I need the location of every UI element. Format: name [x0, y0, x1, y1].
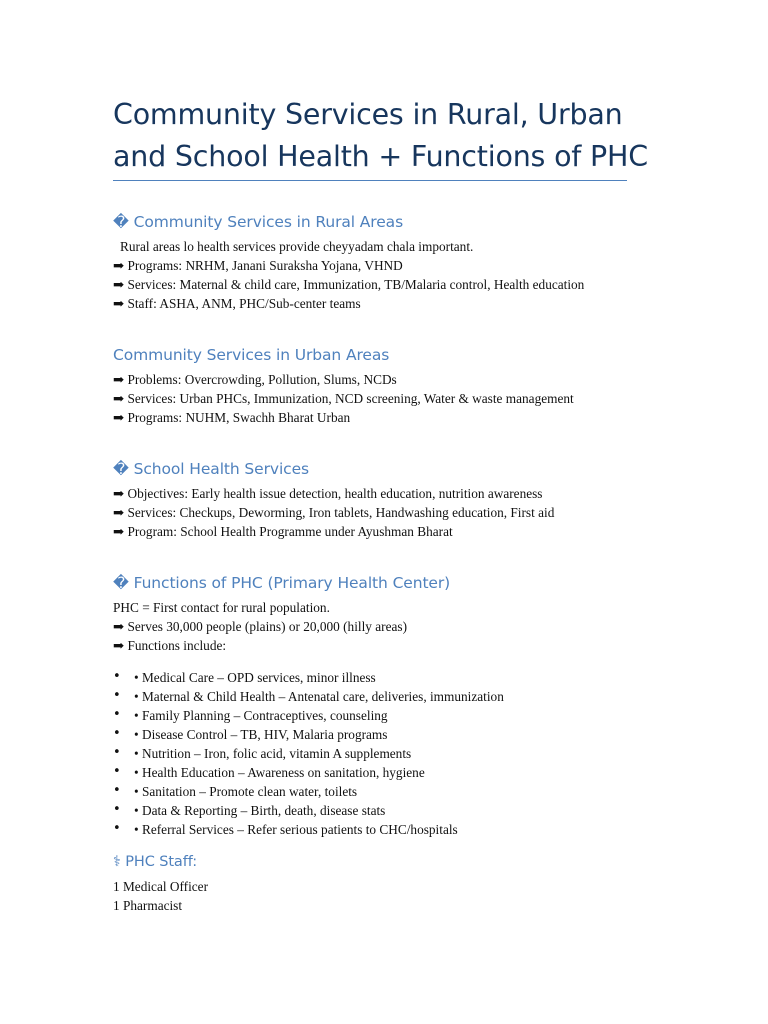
- heading-rural: � Community Services in Rural Areas: [113, 213, 404, 231]
- title-line-1: Community Services in Rural, Urban: [113, 98, 623, 131]
- urban-line: ➡ Services: Urban PHCs, Immunization, NCD screening, Water & waste management: [113, 391, 574, 406]
- school-line: ➡ Services: Checkups, Deworming, Iron tablets, Handwashing education, First aid: [113, 505, 555, 520]
- title-line-2: and School Health + Functions of PHC: [113, 140, 648, 173]
- bullet-icon: •: [113, 688, 121, 703]
- bullet-icon: •: [113, 726, 121, 741]
- urban-line: ➡ Problems: Overcrowding, Pollution, Slums, NCDs: [113, 372, 397, 387]
- phc-line: ➡ Functions include:: [113, 638, 227, 653]
- phc-line: ➡ Serves 30,000 people (plains) or 20,000 (hilly areas): [113, 619, 407, 634]
- heading-urban: Community Services in Urban Areas: [113, 346, 390, 364]
- bullet-icon: •: [113, 783, 121, 798]
- phc-line: PHC = First contact for rural population.: [113, 600, 330, 615]
- school-line: ➡ Objectives: Early health issue detection, health education, nutrition awareness: [113, 486, 543, 501]
- bullet-icon: •: [113, 745, 121, 760]
- bullet-icon: •: [113, 669, 121, 684]
- school-line: ➡ Program: School Health Programme under Ayushman Bharat: [113, 524, 453, 539]
- bullet-icon: •: [113, 764, 121, 779]
- heading-phc-staff: ⚕ PHC Staff:: [113, 854, 197, 870]
- rural-line: ➡ Staff: ASHA, ANM, PHC/Sub-center teams: [113, 296, 361, 311]
- heading-school: � School Health Services: [113, 460, 309, 478]
- rural-line: ➡ Services: Maternal & child care, Immunization, TB/Malaria control, Health education: [113, 277, 585, 292]
- document-title: [113, 94, 658, 178]
- rural-line: ➡ Programs: NRHM, Janani Suraksha Yojana, VHND: [113, 258, 403, 273]
- bullet-icon: •: [113, 802, 121, 817]
- staff-line: 1 Pharmacist: [113, 898, 183, 913]
- rural-intro: Rural areas lo health services provide cheyyadam chala important.: [120, 239, 474, 254]
- heading-phc-functions: � Functions of PHC (Primary Health Center): [113, 574, 451, 592]
- bullet-icon: •: [113, 821, 121, 836]
- staff-line: 1 Medical Officer: [113, 879, 209, 894]
- title-underline: [113, 180, 627, 181]
- bullet-icon: •: [113, 707, 121, 722]
- urban-line: ➡ Programs: NUHM, Swachh Bharat Urban: [113, 410, 351, 425]
